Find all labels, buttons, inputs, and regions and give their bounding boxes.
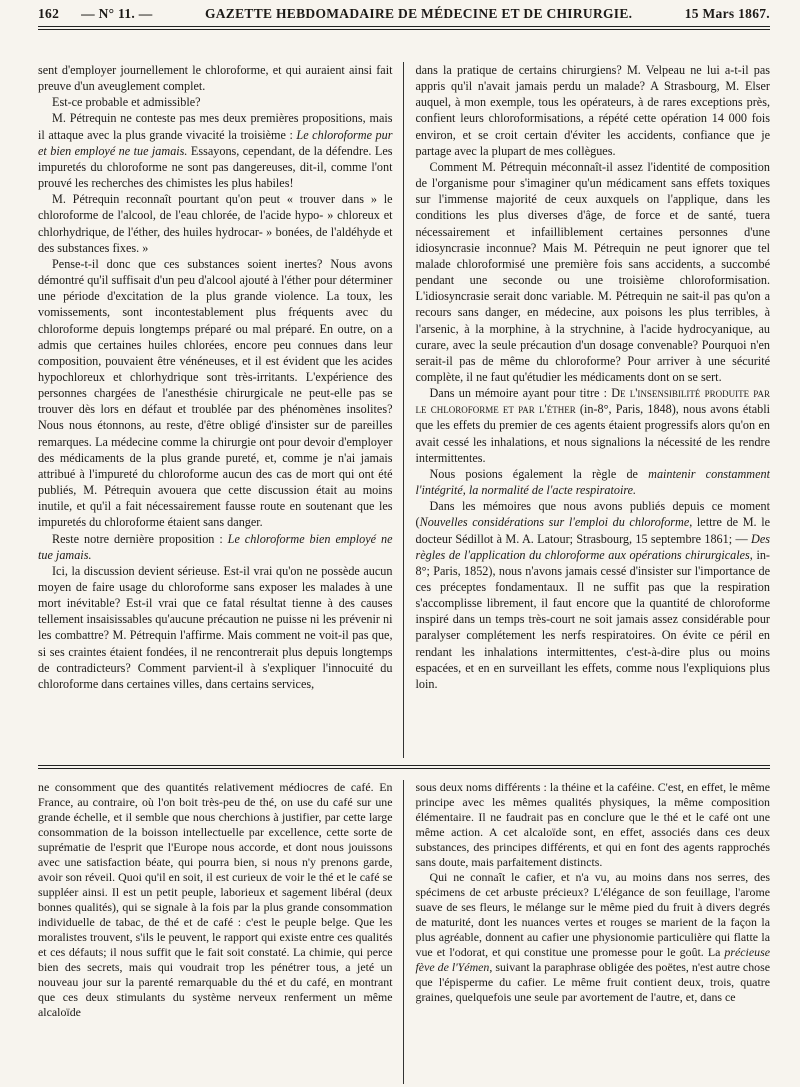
paragraph: ne consomment que des quantités relativement médiocres de café. En France, au contraire, où l'on boit très-peu de thé, on use du café sur une grande échelle, et il semble que nous cherchions à justifier, par cette large consommation de la boisson intellectuelle par excellence, cette sorte de suprématie de l'esprit que l'Europe nous accorde, et dont nous jouissons avec une satisfaction béate, qui pourra bien, si nous n'y prenons garde, avoir son réveil. Quoi qu'il en soit, il est curieux de voir le thé et le café se suppléer ainsi. Il est un petit peuple, laborieux et sagement libéral (deux bonnes qualités), qui se signale à la fois par la plus grande consommation individuelle de tabac, de thé et de café : c'est le peuple belge. Que les moralistes trouvent, s'ils le peuvent, le rapport qui existe entre ces qualités et ces défauts; il nous suffit que le fait soit constaté. La chimie, qui perce bien des secrets, mais qui voudrait trop les pénétrer tous, a jeté un nouveau jour sur la parenté remarquable du thé et du café, en montrant que ces deux stimulants du système nerveux renferment un même alcaloïde (38, 780, 393, 1019)
italic-phrase: précieuse fève de l'Yémen (415, 945, 770, 974)
header-rule (38, 26, 770, 30)
paragraph: dans la pratique de certains chirurgiens? M. Velpeau ne lui a-t-il pas appris qu'il n'avait jamais perdu un malade? A Strasbourg, M. Elser auquel, à mon exemple, tous les opérateurs, à de rares exceptions près, confient leurs chloroformisations, a répété cette opération 14 000 fois environ, et se croit certain d'éviter les accidents, confiance que je partage avec la plupart de mes collègues. (415, 63, 770, 158)
paragraph: Ici, la discussion devient sérieuse. Est-il vrai qu'on ne possède aucun moyen de faire usage du chloroforme sans exposer les malades à une mort inévitable? Est-il vrai que ce fatal résultat tienne à des causes tellement insaisissables qu'aucune précaution ne puisse ni les prévenir ni les combattre? M. Pétrequin l'affirme. Mais comment ne voit-il pas que, si ses craintes étaient fondées, il ne rencontrerait plus depuis longtemps de contradicteurs? Comment parvient-il à s'expliquer l'innocuité du chloroforme dans certaines villes, dans certains services, (38, 563, 393, 691)
italic-title: Nouvelles considérations sur l'emploi du chloroforme (419, 515, 690, 530)
italic-proposition: Le chloroforme bien employé ne tue jamais. (38, 531, 393, 562)
issue-date: 15 Mars 1867. (684, 6, 770, 21)
paragraph: M. Pétrequin ne conteste pas mes deux premières propositions, mais il attaque avec la plus grande vivacité la troisième : Le chloroforme pur et bien employé ne tue jamais. Essayons, cependant, de la défendre. Les impuretés du chloroforme ne sont pas dangereuses, dit-il, comme l'ont prouvé les recherches des chimistes les plus habiles! (38, 111, 393, 191)
issue-number: — N° 11. — (81, 6, 153, 21)
journal-title: GAZETTE HEBDOMADAIRE DE MÉDECINE ET DE CHIRURGIE. (204, 6, 633, 21)
feuilleton-column-left (38, 780, 403, 1084)
paragraph: sent d'employer journellement le chloroforme, et qui auraient ainsi fait preuve d'un aveuglement complet. (38, 63, 393, 94)
paragraph: Pense-t-il donc que ces substances soient inertes? Nous avons démontré qu'il suffisait d'un peu d'alcool ajouté à l'éther pour déterminer une période d'excitation de la plus grande violence. La toux, les vomissements, sont incontestablement plus fréquents avec du chloroforme depuis longtemps préparé ou mal préparé. En outre, on a admis que certaines huiles chlorées, encore peu connues dans leur composition, pouvaient être vénéneuses, et il est évident que les acides hypochloreux et chlorhydrique sont très-irritants. L'expérience des personnes chargées de l'anesthésie chirurgicale ne peut-elle pas se trouver dès lors en défaut et troublée par des phénomènes insolites? Nous nous étonnons, au reste, d'être obligé d'insister sur de pareilles remarques. La médecine comme la chirurgie ont pour devoir d'employer des médicaments de la plus grande pureté, et, comme je n'ai jamais attribué à l'impureté du chloroforme aucun des cas de mort qui ont été publiés, M. Pétrequin avouera que cette discussion était au moins inutile, et qu'il a fait nécessairement fausse route en soutenant que les impuretés du chloroforme étaient sans danger. (38, 256, 393, 530)
italic-proposition: Le chloroforme pur et bien employé ne tue jamais. (38, 127, 393, 158)
article-column-left (38, 62, 403, 758)
feuilleton-separator (38, 765, 770, 771)
paragraph: Dans un mémoire ayant pour titre : De l'insensibilité produite par le chloroforme et par l'éther (in-8°, Paris, 1848), nous avons établi que les effets du premier de ces agents étaient progressifs alors qu'on en avait cessé les inhalations, et nous signalions la nécessité de les rendre intermittentes. (415, 386, 770, 465)
paragraph: sous deux noms différents : la théine et la caféine. C'est, en effet, le même principe avec les mêmes qualités physiques, la même composition élémentaire. Il ne faudrait pas en conclure que le thé et le café ont une même action. A cet alcaloïde sont, en effet, associés dans ces deux substances, des principes différents, et qui en font des agents rapprochés sans doute, mais parfaitement distincts. (415, 780, 770, 869)
italic-title: Des règles de l'application du chloroforme aux opérations chirurgicales (415, 531, 770, 562)
article-column-right (404, 62, 771, 758)
article-columns (38, 62, 770, 758)
running-header (38, 6, 770, 24)
paragraph: Reste notre dernière proposition : Le chloroforme bien employé ne tue jamais. (38, 531, 393, 562)
small-caps-title: De l'insensibilité produite par le chloroforme et par l'éther (415, 386, 770, 417)
paragraph: Qui ne connaît le cafier, et n'a vu, au moins dans nos serres, des spécimens de cet arbuste précieux? L'élégance de son feuillage, l'arome suave de ses fleurs, le mélange sur le même pied du fruit à divers degrés de maturité, dont les nuances vertes et rouges se marient de la façon la plus agréable, donnent au cafier une physionomie particulière qui flatte la vue et l'odorat, et qui constitue une promesse pour le goût. La précieuse fève de l'Yémen, suivant la paraphrase obligée des poëtes, n'est autre chose que l'épisperme du cafier. Le même fruit contient deux, trois, quatre graines, quelquefois une seule par avortement de l'autre, et, dans ce (415, 870, 770, 1004)
paragraph: Est-ce probable et admissible? (52, 95, 201, 110)
italic-rule: maintenir constamment l'intégrité, la normalité de l'acte respiratoire. (415, 466, 770, 498)
paragraph: Dans les mémoires que nous avons publiés depuis ce moment (Nouvelles considérations sur l'emploi du chloroforme, lettre de M. le docteur Sédillot à M. A. Latour; Strasbourg, 15 septembre 1861; — Des règles de l'application du chloroforme aux opérations chirurgicales, in-8°; Paris, 1852), nous n'avons jamais cessé d'insister sur l'importance de ces préceptes fondamentaux. Il ne suffit pas que la respiration s'accomplisse librement, il faut encore que la quantité de chloroforme inspiré dans un temps très-court ne soit jamais assez considérable pour paralyser complétement les nerfs respiratoires. On évite ce péril en rendant les inhalations intermittentes, c'est-à-dire plus ou moins espacées, et en en surveillant les effets, comme nous l'expliquions plus loin. (415, 499, 770, 691)
feuilleton-column-right (404, 780, 771, 1084)
feuilleton-columns (38, 780, 770, 1084)
paragraph: Comment M. Pétrequin méconnaît-il assez l'identité de composition de l'organisme pour s'imaginer qu'un médicament sans effets toxiques sur l'immense majorité de ceux auxquels on l'applique, dans les conditions les plus diverses d'âge, de force et de santé, tuera nécessairement et infailliblement certaines personnes d'une idiosyncrasie inconnue? Mais M. Pétrequin ne peut ignorer que tel malade chloroformisé une première fois sans accidents, a succombé pendant une seconde ou une troisième chloroformisation. L'idiosyncrasie serait donc variable. M. Pétrequin ne sait-il pas qu'on a recours sans danger, en médecine, aux poisons les plus terribles, à l'arsenic, à la morphine, à la strychnine, à l'acide hydrocyanique, au curare, avec la seule précaution d'un dosage convenable? Pourquoi n'en serait-il pas de même du chloroforme? Pour arriver à une sécurité complète, il ne faut qu'étudier les médicaments dont on se sert. (415, 159, 770, 384)
quotation-paragraph: M. Pétrequin reconnaît pourtant qu'on peut « trouver dans » le chloroforme de l'alcool, de l'eau chlorée, de l'acide hypo- » chloreux et chlorhydrique, de l'éther, des huiles hydrocar- » bonées, de l'aldéhyde et des substances fixes. » (38, 192, 393, 255)
page-number: 162 (38, 6, 60, 21)
paragraph: Nous posions également la règle de maintenir constamment l'intégrité, la normalité de l'acte respiratoire. (415, 466, 770, 498)
